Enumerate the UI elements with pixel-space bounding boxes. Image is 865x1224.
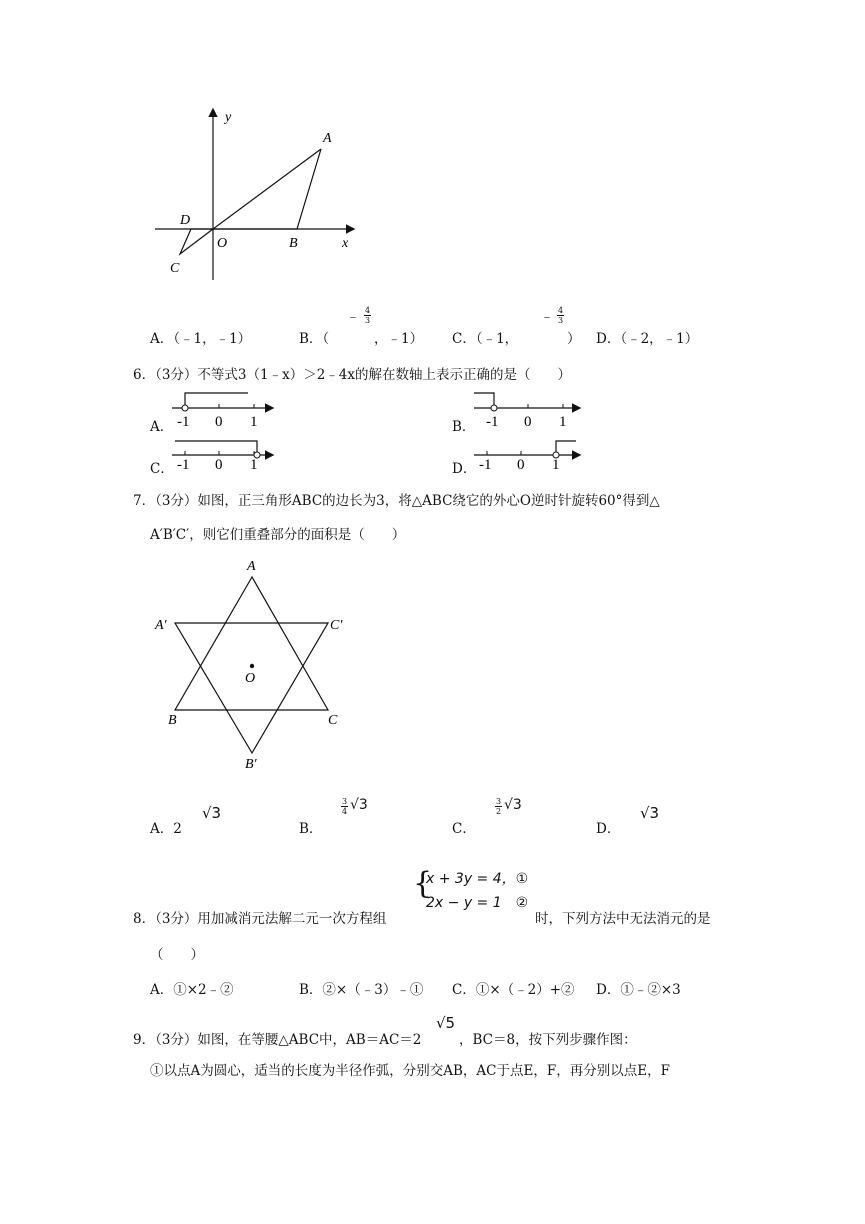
q6-option-b-label[interactable]: B． — [452, 419, 476, 435]
q9-step-1: ①以点A为圆心，适当的长度为半径作弧，分别交AB，AC于点E，F，再分别以点E，F — [150, 1063, 670, 1079]
q8-answer-paren: （ ） — [150, 947, 204, 963]
x-axis-label: x — [342, 236, 349, 251]
tick-neg1: -1 — [479, 457, 492, 473]
q7-option-b[interactable]: B． — [299, 821, 323, 837]
coordinate-figure — [145, 100, 375, 285]
q7-option-a-sqrt: √3 — [202, 804, 222, 822]
tick-1: 1 — [552, 457, 560, 473]
label-a-prime: A′ — [155, 618, 167, 633]
origin-label: O — [217, 236, 228, 251]
q6-option-a-number-line[interactable] — [170, 390, 280, 430]
q5-option-c-prefix[interactable]: C．（﹣1， — [452, 331, 519, 347]
point-d-label: D — [180, 213, 191, 228]
y-axis-label: y — [225, 110, 232, 125]
q7-option-d-sqrt: √3 — [640, 804, 660, 822]
q7-option-b-fraction — [341, 797, 348, 816]
equation-1: x + 3y = 4，① — [426, 871, 529, 887]
q5-option-c-minus: ﹣ — [540, 309, 554, 325]
q7-option-c[interactable]: C． — [452, 821, 476, 837]
q8-option-b[interactable]: B．②×（﹣3）﹣① — [299, 982, 424, 998]
fraction-denominator: 4 — [341, 807, 348, 816]
q6-option-c-number-line[interactable] — [170, 438, 280, 474]
equation-2: 2x − y = 1 ② — [426, 895, 529, 911]
q9-stem-prefix: 9．（3分）如图，在等腰△ABC中，AB＝AC＝2 — [133, 1032, 422, 1048]
q5-option-c-fraction — [557, 306, 564, 325]
label-c: C — [328, 713, 338, 728]
q5-option-a[interactable]: A．（﹣1，﹣1） — [150, 331, 252, 347]
label-o: O — [245, 671, 256, 686]
hexagram-figure — [150, 555, 360, 775]
tick-neg1: -1 — [486, 414, 499, 430]
system-brace: { — [413, 866, 433, 901]
fraction-numerator: 4 — [364, 306, 371, 315]
label-b-prime: B′ — [245, 757, 257, 772]
fraction-denominator: 3 — [557, 316, 564, 325]
q5-option-b-minus: ﹣ — [346, 309, 360, 325]
q7-option-a[interactable]: A．2 — [150, 821, 182, 837]
q6-stem: 6．（3分）不等式3（1﹣x）＞2﹣4x的解在数轴上表示正确的是（ ） — [133, 367, 572, 383]
q8-option-a[interactable]: A．①×2﹣② — [150, 982, 234, 998]
q6-option-d-number-line[interactable] — [472, 438, 587, 474]
q5-option-b-prefix[interactable]: B．（ — [299, 331, 330, 347]
q5-option-c-suffix[interactable]: ） — [567, 331, 581, 347]
tick-neg1: -1 — [177, 457, 190, 473]
tick-0: 0 — [517, 457, 525, 473]
tick-1: 1 — [559, 414, 567, 430]
q9-stem-suffix: ，BC＝8，按下列步骤作图： — [459, 1032, 637, 1048]
q8-stem-suffix: 时，下列方法中无法消元的是 — [535, 911, 711, 927]
fraction-numerator: 4 — [557, 306, 564, 315]
fraction-denominator: 3 — [364, 316, 371, 325]
q7-stem-line2: A′B′C′，则它们重叠部分的面积是（ ） — [150, 527, 406, 543]
tick-0: 0 — [524, 414, 532, 430]
q6-option-d-label[interactable]: D． — [452, 461, 477, 477]
label-b: B — [168, 713, 177, 728]
q8-option-c[interactable]: C．①×（﹣2）+② — [452, 982, 575, 998]
q5-option-b-fraction — [364, 306, 371, 325]
q7-option-c-fraction — [495, 797, 502, 816]
q9-sqrt: √5 — [436, 1014, 456, 1032]
tick-0: 0 — [215, 457, 223, 473]
fraction-numerator: 3 — [495, 797, 502, 806]
q6-option-b-number-line[interactable] — [472, 390, 587, 430]
label-a: A — [247, 559, 256, 574]
q5-option-d[interactable]: D．（﹣2，﹣1） — [596, 331, 699, 347]
point-b-label: B — [289, 236, 298, 251]
point-a-label: A — [323, 131, 332, 146]
point-c-label: C — [170, 261, 180, 276]
tick-0: 0 — [215, 414, 223, 430]
fraction-denominator: 2 — [495, 807, 502, 816]
q7-option-b-sqrt: √3 — [350, 797, 368, 813]
q7-stem-line1: 7．（3分）如图，正三角形ABC的边长为3，将△ABC绕它的外心O逆时针旋转60°得到△ — [133, 493, 660, 509]
tick-1: 1 — [250, 414, 258, 430]
q6-option-a-label[interactable]: A． — [150, 419, 174, 435]
tick-1: 1 — [250, 457, 258, 473]
tick-neg1: -1 — [177, 414, 190, 430]
fraction-numerator: 3 — [341, 797, 348, 806]
q5-option-b-suffix[interactable]: ，﹣1） — [374, 331, 424, 347]
label-c-prime: C′ — [330, 618, 343, 633]
q8-stem-prefix: 8．（3分）用加减消元法解二元一次方程组 — [133, 911, 387, 927]
q8-option-d[interactable]: D．①﹣②×3 — [596, 982, 681, 998]
q7-option-d[interactable]: D． — [596, 821, 621, 837]
q6-option-c-label[interactable]: C． — [150, 461, 174, 477]
q7-option-c-sqrt: √3 — [504, 797, 522, 813]
